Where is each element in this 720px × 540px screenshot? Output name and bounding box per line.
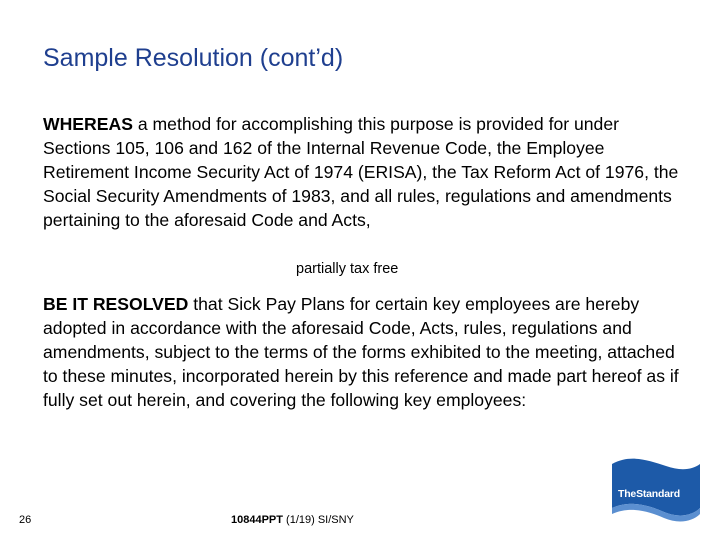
resolved-keyword: BE IT RESOLVED [43,294,189,314]
page-number: 26 [19,514,32,526]
annotation-note: partially tax free [296,261,399,277]
footer-code [231,514,354,526]
footer-code-bold: 10844PPT [231,514,283,526]
resolved-paragraph [43,292,683,412]
slide-title: Sample Resolution (cont’d) [43,44,344,72]
logo-text: TheStandard [618,488,680,500]
the-standard-logo [608,450,704,530]
footer-code-rest: (1/19) SI/SNY [282,514,354,526]
whereas-keyword: WHEREAS [43,114,133,134]
resolved-text: that Sick Pay Plans for certain key employees are hereby adopted in accordance with the aforesaid Code, Acts, rules, regulations and amendments, subject to the terms of the forms exhibited to the meeting, attached to these minutes, incorporated herein by this reference and made part hereof as if fully set out herein, and covering the following key employees: [43,294,679,410]
whereas-text: a method for accomplishing this purpose is provided for under Sections 105, 106 and 162 of the Internal Revenue Code, the Employee Retirement Income Security Act of 1974 (ERISA), the Tax Reform Act of 1976, the Social Security Amendments of 1983, and all rules, regulations and amendments pertaining to the aforesaid Code and Acts, [43,114,679,230]
whereas-paragraph [43,112,683,232]
